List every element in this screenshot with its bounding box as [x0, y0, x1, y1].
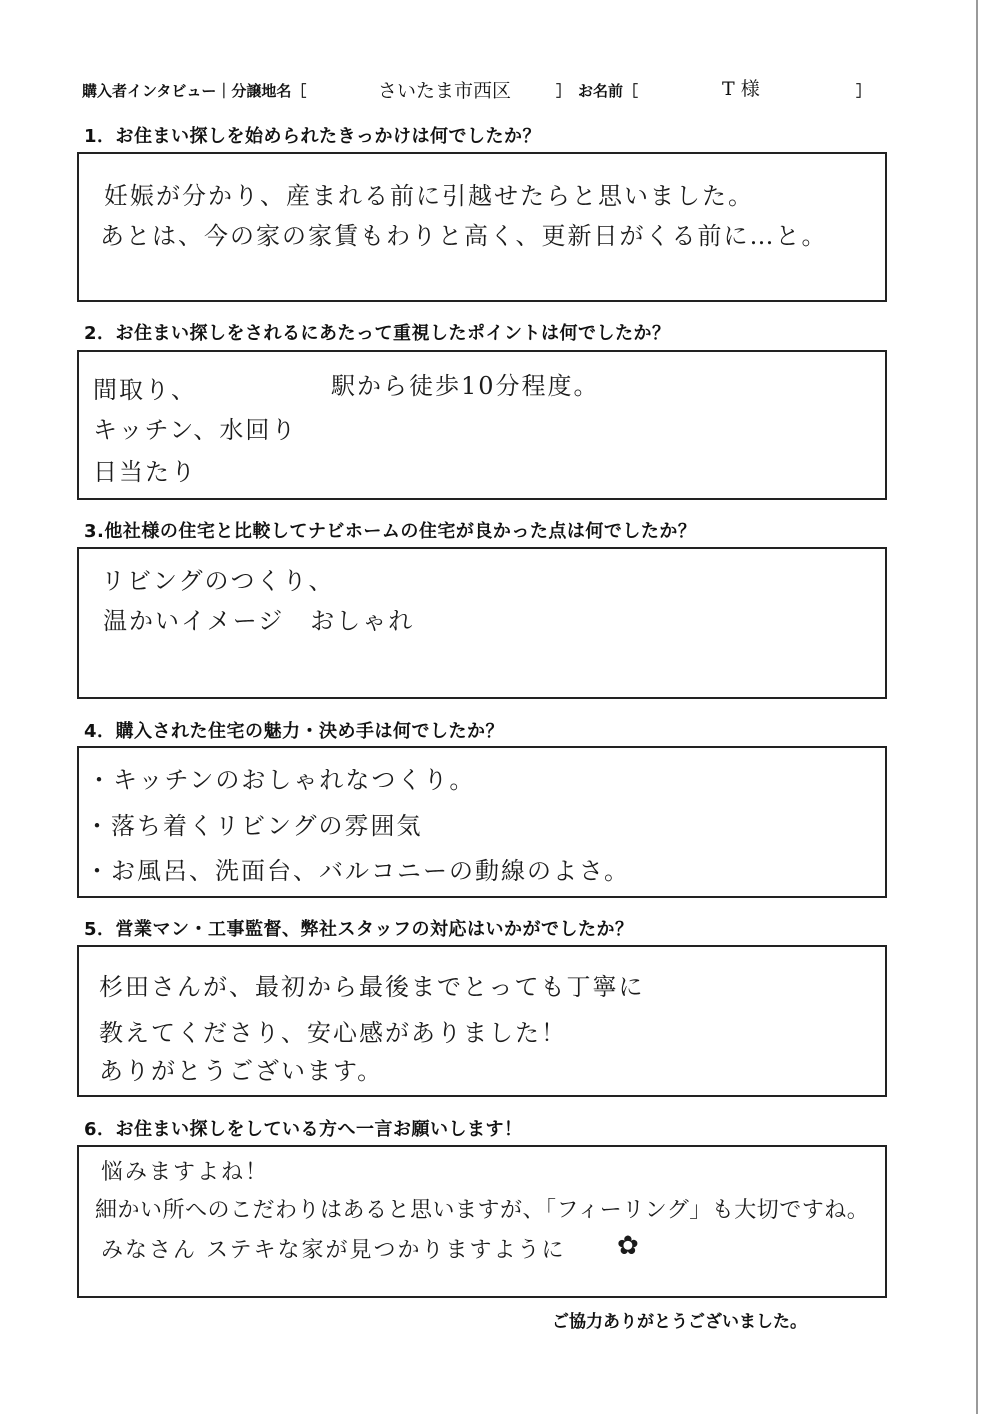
question-1: 1．お住まい探しを始められたきっかけは何でしたか？ [84, 126, 542, 147]
interview-header [82, 72, 882, 102]
answer-4-line-2: ・落ち着くリビングの雰囲気 [85, 812, 423, 840]
answer-6-line-2: 細かい所へのこだわりはあると思いますが、「フィーリング」も大切ですね。 [95, 1198, 870, 1223]
answer-3-line-2: 温かいイメージ おしゃれ [103, 607, 415, 635]
answer-box-2 [77, 350, 887, 500]
answer-box-4 [77, 746, 887, 898]
header-title: 購入者インタビュー｜分譲地名［ [82, 82, 307, 100]
question-3: 3.他社様の住宅と比較してナビホームの住宅が良かった点は何でしたか？ [84, 521, 697, 542]
answer-2-line-1: 間取り、 [93, 376, 197, 404]
answer-1-line-1: 妊娠が分かり、産まれる前に引越せたらと思いました。 [104, 182, 754, 210]
answer-4-line-3: ・お風呂、洗面台、バルコニーの動線のよさ。 [85, 857, 631, 885]
answer-box-1 [77, 152, 887, 302]
answer-3-line-1: リビングのつくり、 [101, 567, 335, 595]
answer-box-6 [77, 1145, 887, 1298]
question-5: 5．営業マン・工事監督、弊社スタッフの対応はいかがでしたか？ [84, 919, 634, 940]
answer-2-line-3: キッチン、水回り [93, 416, 298, 444]
scan-edge-line [976, 0, 978, 1414]
flower-doodle: ✿ [617, 1231, 641, 1261]
thank-you-footer: ご協力ありがとうございました。 [552, 1312, 807, 1332]
answer-2-line-4: 日当たり [93, 458, 197, 486]
answer-2-line-2: 駅から徒歩10分程度。 [331, 372, 600, 400]
header-name-label: お名前［ [578, 82, 639, 100]
answer-6-line-3: みなさん ステキな家が見つかりますように [101, 1238, 566, 1263]
question-2: 2．お住まい探しをされるにあたって重視したポイントは何でしたか？ [84, 323, 671, 344]
header-area-value: さいたま市西区 [378, 80, 512, 102]
answer-5-line-3: ありがとうございます。 [99, 1057, 384, 1085]
header-bracket-close: ］ [856, 82, 872, 100]
answer-1-line-2: あとは、今の家の家賃もわりと高く、更新日がくる前に…と。 [100, 222, 828, 250]
question-6: 6．お住まい探しをしている方へ一言お願いします！ [84, 1119, 523, 1140]
answer-4-line-1: ・キッチンのおしゃれなつくり。 [87, 766, 476, 794]
question-4: 4．購入された住宅の魅力・決め手は何でしたか？ [84, 721, 505, 742]
answer-5-line-2: 教えてくださり、安心感がありました！ [99, 1019, 567, 1047]
answer-box-3 [77, 547, 887, 699]
answer-5-line-1: 杉田さんが、最初から最後までとっても丁寧に [99, 973, 645, 1001]
header-name-value: T 様 [722, 78, 760, 100]
answer-6-line-1: 悩みますよね！ [101, 1160, 270, 1185]
header-bracket-close: ］ [556, 82, 572, 100]
answer-box-5 [77, 945, 887, 1097]
